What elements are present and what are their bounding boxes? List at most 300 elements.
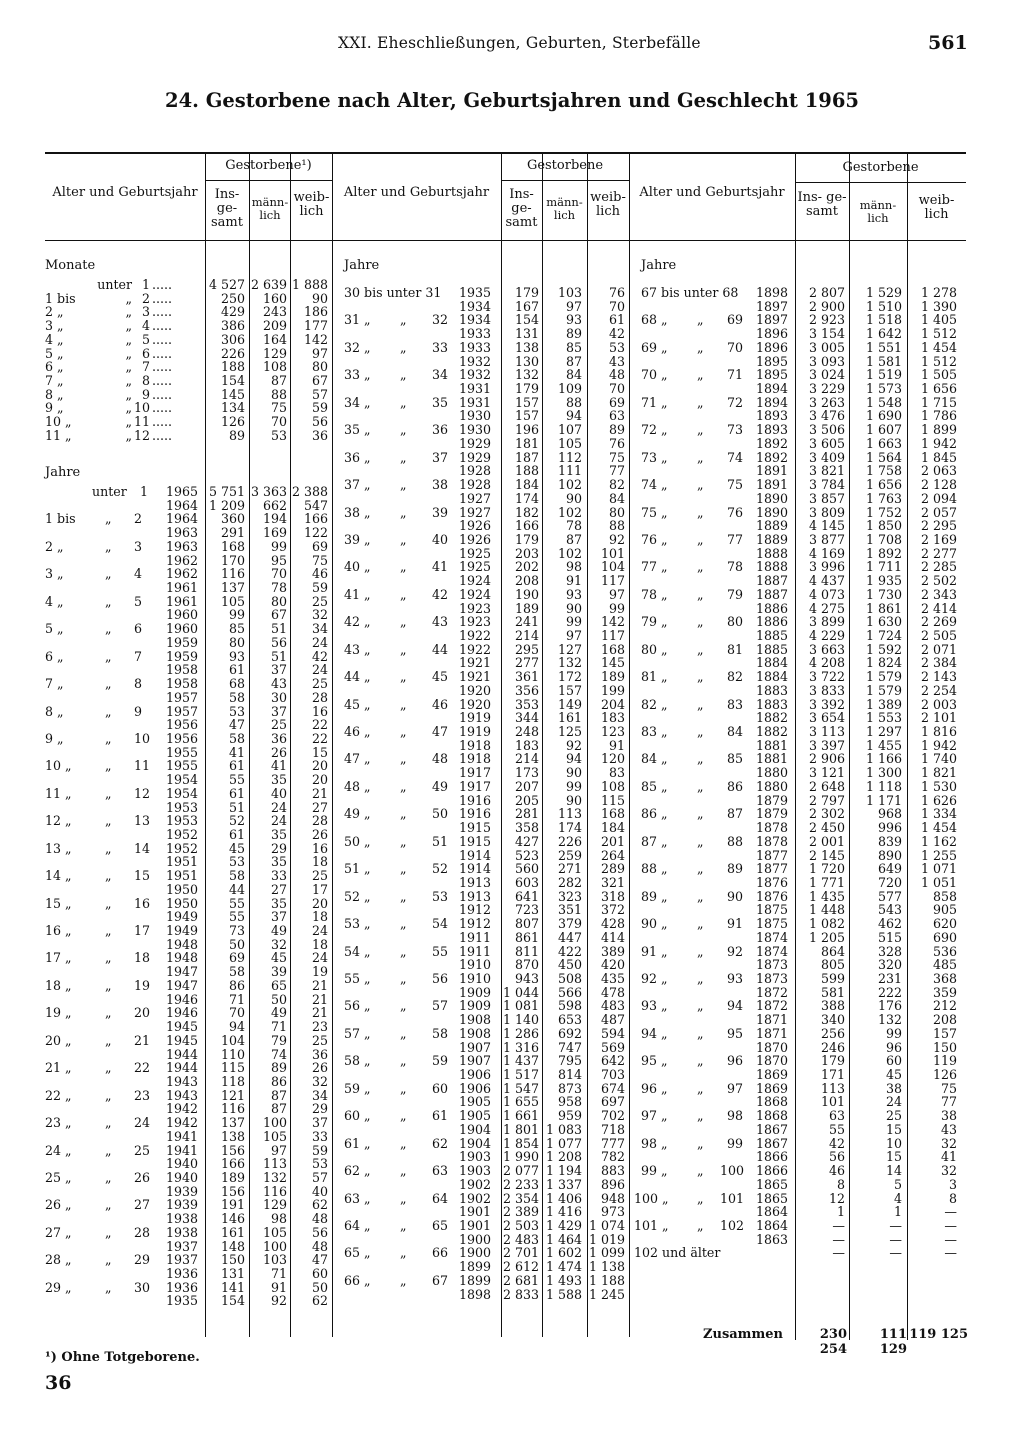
table-cell: 53 bbox=[432, 888, 449, 904]
table-cell: 134 bbox=[220, 400, 245, 416]
table-cell: 99 bbox=[885, 1025, 902, 1041]
table-cell: 60 bbox=[311, 1266, 328, 1282]
table-cell: 1895 bbox=[755, 367, 788, 383]
table-cell: 138 bbox=[514, 339, 539, 355]
table-cell: 69 bbox=[727, 312, 744, 328]
table-cell: 1 850 bbox=[865, 518, 902, 534]
table-cell: 61 bbox=[432, 1108, 449, 1124]
table-cell: 104 bbox=[220, 1032, 245, 1048]
table-cell: 145 bbox=[600, 655, 625, 671]
table-cell: 1904 bbox=[458, 1121, 491, 1137]
table-cell: 52 bbox=[228, 813, 245, 829]
table-cell: 101 bbox=[820, 1094, 845, 1110]
table-cell: „ bbox=[105, 1142, 112, 1158]
table-cell: 88 bbox=[608, 518, 625, 534]
table-cell: 2 001 bbox=[808, 833, 845, 849]
table-cell: 1935 bbox=[165, 1293, 198, 1309]
table-cell: 256 bbox=[820, 1025, 845, 1041]
table-cell: 97 bbox=[270, 1142, 287, 1158]
table-cell: 1873 bbox=[755, 971, 788, 986]
table-cell: 51 „ bbox=[344, 861, 371, 877]
table-title: 24. Gestorbene nach Alter, Geburtsjahren und Geschlecht 1965 bbox=[165, 89, 859, 112]
table-row bbox=[0, 684, 1024, 698]
table-cell: 1964 bbox=[165, 497, 198, 513]
table-cell: 80 bbox=[228, 634, 245, 650]
table-cell: 7 bbox=[141, 359, 150, 375]
table-cell: 321 bbox=[600, 874, 625, 890]
table-cell: 386 bbox=[220, 318, 245, 334]
table-cell: 1 592 bbox=[865, 641, 902, 657]
table-cell: 9 „ bbox=[45, 400, 64, 416]
table-cell: 179 bbox=[514, 531, 539, 547]
table-cell: 33 bbox=[432, 339, 449, 355]
table-cell: 21 bbox=[311, 1005, 328, 1021]
table-cell: 64 „ bbox=[344, 1217, 371, 1233]
table-cell: 41 „ bbox=[344, 586, 371, 602]
table-cell: 388 bbox=[820, 998, 845, 1014]
table-cell: 2 „ bbox=[45, 538, 64, 554]
table-cell: 55 „ bbox=[344, 971, 371, 986]
table-cell: „ bbox=[125, 304, 132, 320]
table-cell: 49 „ bbox=[344, 806, 371, 822]
table-cell: 176 bbox=[877, 998, 902, 1014]
table-cell: 1 730 bbox=[865, 586, 902, 602]
table-row bbox=[0, 835, 1024, 849]
table-cell: 1903 bbox=[458, 1149, 491, 1165]
table-cell: — bbox=[944, 1204, 957, 1220]
table-cell: „ bbox=[697, 971, 704, 986]
table-cell: 89 bbox=[270, 1060, 287, 1076]
table-cell: ..... bbox=[152, 345, 173, 361]
table-cell: 97 bbox=[727, 1080, 744, 1096]
table-cell: 67 bbox=[311, 373, 328, 389]
table-row bbox=[0, 409, 1024, 423]
table-cell: 71 bbox=[727, 367, 744, 383]
table-cell: 4 275 bbox=[808, 600, 845, 616]
table-cell: 121 bbox=[220, 1087, 245, 1103]
table-cell: 101 „ bbox=[634, 1217, 669, 1233]
table-cell: 68 bbox=[228, 676, 245, 692]
table-cell: 2 503 bbox=[502, 1217, 539, 1233]
table-cell: 77 „ bbox=[641, 559, 668, 575]
table-cell: 968 bbox=[877, 806, 902, 822]
table-cell: 13 „ bbox=[45, 840, 72, 856]
table-cell: 91 bbox=[608, 737, 625, 753]
table-cell: 58 „ bbox=[344, 1053, 371, 1069]
table-cell: 3 821 bbox=[808, 463, 845, 479]
table-cell: „ bbox=[400, 751, 407, 767]
table-cell: 361 bbox=[514, 669, 539, 685]
table-cell: 318 bbox=[600, 888, 625, 904]
table-cell: 948 bbox=[600, 1190, 625, 1206]
table-cell: 59 bbox=[311, 1142, 328, 1158]
column-header-weiblich: weib- lich bbox=[293, 190, 330, 219]
table-cell: 54 „ bbox=[344, 943, 371, 959]
table-cell: 83 bbox=[608, 765, 625, 781]
table-cell: 1 435 bbox=[808, 888, 845, 904]
table-cell: 1930 bbox=[458, 422, 491, 438]
table-cell: 201 bbox=[600, 833, 625, 849]
table-cell: 184 bbox=[514, 477, 539, 493]
table-cell: „ bbox=[697, 1217, 704, 1233]
table-cell: 63 bbox=[608, 408, 625, 424]
table-cell: 1905 bbox=[458, 1108, 491, 1124]
table-cell: 48 bbox=[311, 1211, 328, 1227]
table-cell: 78 bbox=[727, 559, 744, 575]
table-cell: 594 bbox=[600, 1025, 625, 1041]
table-cell: 71 bbox=[228, 991, 245, 1007]
table-cell: 3 722 bbox=[808, 669, 845, 685]
table-cell: 99 bbox=[608, 600, 625, 616]
column-header-weiblich: weib- lich bbox=[918, 193, 955, 222]
table-cell: 42 „ bbox=[344, 614, 371, 630]
table-row bbox=[0, 327, 1024, 341]
table-cell: 4 „ bbox=[45, 331, 64, 347]
table-cell: 1864 bbox=[755, 1204, 788, 1220]
table-cell: 22 bbox=[311, 730, 328, 746]
table-cell: 1928 bbox=[458, 477, 491, 493]
table-cell: 10 „ bbox=[45, 414, 72, 430]
table-row bbox=[0, 602, 1024, 616]
column-header-insgesamt: Ins- ge- samt bbox=[505, 187, 538, 230]
table-cell: „ bbox=[125, 290, 132, 306]
table-cell: 1896 bbox=[755, 339, 788, 355]
table-cell: 1930 bbox=[458, 408, 491, 424]
table-cell: 1 405 bbox=[920, 312, 957, 328]
table-cell: 169 bbox=[262, 525, 287, 541]
table-cell: 12 bbox=[828, 1190, 845, 1206]
table-cell: 1961 bbox=[165, 593, 198, 609]
table-cell: 662 bbox=[262, 497, 287, 513]
table-cell: 47 bbox=[228, 717, 245, 733]
table-cell: 1959 bbox=[165, 634, 198, 650]
table-cell: 1886 bbox=[755, 600, 788, 616]
table-cell: 1 845 bbox=[920, 449, 957, 465]
table-cell: „ bbox=[400, 1025, 407, 1041]
table-cell: „ bbox=[105, 1087, 112, 1103]
table-cell: 24 bbox=[311, 662, 328, 678]
table-cell: 63 „ bbox=[344, 1190, 371, 1206]
table-cell: 277 bbox=[514, 655, 539, 671]
table-cell: 100 bbox=[720, 1163, 745, 1179]
table-cell: 4 437 bbox=[808, 573, 845, 589]
table-row bbox=[0, 286, 1024, 300]
rule-line bbox=[501, 180, 629, 181]
table-cell: ..... bbox=[152, 304, 173, 320]
table-cell: 87 bbox=[727, 806, 744, 822]
table-cell: — bbox=[944, 1245, 957, 1261]
table-cell: 16 bbox=[311, 840, 328, 856]
table-cell: 1940 bbox=[165, 1156, 198, 1172]
table-cell: 56 „ bbox=[344, 998, 371, 1014]
table-cell: 25 bbox=[270, 717, 287, 733]
table-cell: 53 bbox=[228, 854, 245, 870]
table-cell: 1952 bbox=[165, 827, 198, 842]
table-cell: 1917 bbox=[458, 778, 491, 794]
table-cell: 68 „ bbox=[641, 312, 668, 328]
table-row bbox=[0, 986, 1024, 1000]
table-row bbox=[0, 1041, 1024, 1055]
table-cell: „ bbox=[697, 943, 704, 959]
table-cell: 79 bbox=[727, 586, 744, 602]
table-cell: 3 409 bbox=[808, 449, 845, 465]
table-cell: 435 bbox=[600, 971, 625, 986]
table-cell: 420 bbox=[600, 957, 625, 973]
table-cell: 4 169 bbox=[808, 545, 845, 561]
table-cell: 20 bbox=[311, 895, 328, 911]
table-cell: 1919 bbox=[458, 724, 491, 740]
table-cell: 123 bbox=[600, 724, 625, 740]
table-cell: 2 389 bbox=[502, 1204, 539, 1220]
rule-line bbox=[45, 240, 966, 241]
table-cell: 12 bbox=[133, 427, 150, 443]
table-cell: 80 bbox=[727, 614, 744, 630]
table-cell: 179 bbox=[820, 1053, 845, 1069]
table-cell: 46 bbox=[432, 696, 449, 712]
table-cell: 120 bbox=[600, 751, 625, 767]
table-cell: „ bbox=[697, 641, 704, 657]
table-cell: 167 bbox=[514, 298, 539, 314]
table-cell: 1 493 bbox=[545, 1272, 582, 1288]
table-cell: 33 „ bbox=[344, 367, 371, 383]
table-cell: 94 bbox=[727, 998, 744, 1014]
table-cell: 27 „ bbox=[45, 1224, 72, 1240]
table-cell: 1955 bbox=[165, 758, 198, 774]
table-cell: 12 „ bbox=[45, 813, 72, 829]
table-cell: 85 bbox=[565, 339, 582, 355]
table-cell: 1 899 bbox=[920, 422, 957, 438]
table-cell: 1 416 bbox=[545, 1204, 582, 1220]
table-cell: 45 „ bbox=[344, 696, 371, 712]
table-cell: 27 bbox=[311, 799, 328, 815]
table-cell: 55 bbox=[228, 895, 245, 911]
table-cell: 49 bbox=[270, 923, 287, 939]
table-cell: 1 bbox=[140, 484, 149, 499]
table-cell: 478 bbox=[600, 984, 625, 1000]
table-cell: 1913 bbox=[458, 874, 491, 890]
table-cell: 1 517 bbox=[502, 1067, 539, 1083]
table-cell: 194 bbox=[262, 511, 287, 527]
table-cell: 1894 bbox=[755, 381, 788, 397]
table-cell: 1 821 bbox=[920, 765, 957, 781]
table-cell: 50 bbox=[228, 936, 245, 952]
table-cell: 1953 bbox=[165, 813, 198, 829]
table-cell: 58 bbox=[228, 689, 245, 705]
table-cell: 372 bbox=[600, 902, 625, 918]
table-cell: 156 bbox=[220, 1183, 245, 1199]
table-cell: „ bbox=[105, 1005, 112, 1021]
table-cell: 429 bbox=[220, 304, 245, 320]
table-cell: 19 bbox=[311, 964, 328, 980]
table-cell: 2 797 bbox=[808, 792, 845, 808]
table-cell: 29 „ bbox=[45, 1279, 72, 1295]
table-cell: 32 bbox=[311, 607, 328, 623]
table-cell: 1917 bbox=[458, 765, 491, 781]
table-cell: 66 bbox=[432, 1245, 449, 1261]
table-cell: 3 263 bbox=[808, 394, 845, 410]
table-cell: 199 bbox=[600, 682, 625, 698]
table-cell: 142 bbox=[600, 614, 625, 630]
table-cell: 22 bbox=[134, 1060, 151, 1076]
table-cell: 1879 bbox=[755, 792, 788, 808]
table-cell: 3 476 bbox=[808, 408, 845, 424]
table-cell: 1964 bbox=[165, 511, 198, 527]
table-cell: 18 bbox=[134, 950, 151, 966]
table-cell: 536 bbox=[932, 943, 957, 959]
table-cell: 1899 bbox=[458, 1259, 491, 1275]
table-cell: 94 bbox=[565, 408, 582, 424]
table-cell: 264 bbox=[600, 847, 625, 863]
table-cell: 2 077 bbox=[502, 1163, 539, 1179]
table-cell: 116 bbox=[220, 1101, 245, 1117]
table-cell: 1933 bbox=[458, 326, 491, 342]
table-cell: 24 „ bbox=[45, 1142, 72, 1158]
table-cell: 1868 bbox=[755, 1094, 788, 1110]
table-cell: 74 bbox=[727, 449, 744, 465]
table-cell: 59 bbox=[311, 580, 328, 596]
table-cell: 1886 bbox=[755, 614, 788, 630]
table-cell: 523 bbox=[514, 847, 539, 863]
table-cell: 1912 bbox=[458, 902, 491, 918]
table-cell: 353 bbox=[514, 696, 539, 712]
table-cell: „ bbox=[105, 1115, 112, 1131]
table-row bbox=[0, 917, 1024, 931]
table-cell: 108 bbox=[262, 359, 287, 375]
table-cell: 9 bbox=[141, 386, 150, 402]
table-cell: 2 057 bbox=[920, 504, 957, 520]
table-cell: 2 639 bbox=[250, 277, 287, 292]
table-cell: 2 269 bbox=[920, 614, 957, 630]
table-cell: 34 bbox=[311, 621, 328, 637]
table-cell: „ bbox=[697, 888, 704, 904]
table-cell: „ bbox=[400, 1135, 407, 1151]
table-cell: 58 bbox=[228, 964, 245, 980]
table-cell: 1945 bbox=[165, 1032, 198, 1048]
table-cell: 3 bbox=[948, 1176, 957, 1192]
table-cell: 87 bbox=[565, 531, 582, 547]
table-cell: 1926 bbox=[458, 518, 491, 534]
table-cell: 577 bbox=[877, 888, 902, 904]
table-cell: 1943 bbox=[165, 1087, 198, 1103]
table-cell: 43 bbox=[432, 614, 449, 630]
table-cell: 113 bbox=[820, 1080, 845, 1096]
table-cell: 57 bbox=[311, 1170, 328, 1185]
table-cell: 78 bbox=[270, 580, 287, 596]
table-cell: „ bbox=[105, 511, 112, 527]
table-cell: 11 bbox=[133, 414, 150, 430]
table-cell: 1867 bbox=[755, 1135, 788, 1151]
table-cell: 271 bbox=[557, 861, 582, 877]
table-cell: 1 711 bbox=[865, 559, 902, 575]
table-cell: 80 bbox=[608, 504, 625, 520]
table-cell: 38 bbox=[940, 1108, 957, 1124]
table-cell: 41 bbox=[432, 559, 449, 575]
table-cell: 86 bbox=[727, 778, 744, 794]
table-cell: 5 „ bbox=[45, 621, 64, 637]
table-cell: 1878 bbox=[755, 833, 788, 849]
table-cell: 10 bbox=[133, 400, 150, 416]
table-cell: 109 bbox=[557, 381, 582, 397]
table-cell: 427 bbox=[514, 833, 539, 849]
table-cell: 515 bbox=[877, 929, 902, 945]
table-cell: 7 bbox=[134, 648, 143, 664]
table-cell: 1962 bbox=[165, 552, 198, 568]
table-cell: 119 bbox=[932, 1053, 957, 1069]
table-cell: 61 bbox=[228, 758, 245, 774]
table-cell: 70 bbox=[608, 381, 625, 397]
table-cell: 93 bbox=[727, 971, 744, 986]
table-cell: „ bbox=[400, 1163, 407, 1179]
table-cell: 1890 bbox=[755, 504, 788, 520]
table-cell: — bbox=[889, 1231, 902, 1247]
table-cell: 3 113 bbox=[808, 724, 845, 740]
table-cell: 92 „ bbox=[641, 971, 668, 986]
table-cell: 1 454 bbox=[920, 339, 957, 355]
table-cell: 196 bbox=[514, 422, 539, 438]
table-cell: 1934 bbox=[458, 298, 491, 314]
table-cell: 1 724 bbox=[865, 628, 902, 643]
table-cell: 1864 bbox=[755, 1217, 788, 1233]
table-cell: 1 771 bbox=[808, 874, 845, 890]
table-cell: 27 bbox=[134, 1197, 151, 1213]
table-cell: ..... bbox=[152, 400, 173, 416]
table-cell: 1957 bbox=[165, 703, 198, 719]
table-cell: 25 bbox=[885, 1108, 902, 1124]
table-cell: 1909 bbox=[458, 998, 491, 1014]
table-cell: „ bbox=[400, 422, 407, 438]
table-cell: 8 „ bbox=[45, 386, 64, 402]
table-cell: 3 024 bbox=[808, 367, 845, 383]
table-cell: 36 „ bbox=[344, 449, 371, 465]
table-cell: 1887 bbox=[755, 573, 788, 589]
table-cell: 777 bbox=[600, 1135, 625, 1151]
table-cell: „ bbox=[105, 950, 112, 966]
table-cell: 51 bbox=[228, 799, 245, 815]
table-cell: 179 bbox=[514, 381, 539, 397]
table-cell: 2 450 bbox=[808, 820, 845, 836]
table-cell: „ bbox=[697, 1025, 704, 1041]
table-cell: 102 bbox=[720, 1217, 745, 1233]
table-cell: 61 „ bbox=[344, 1135, 371, 1151]
table-cell: 36 bbox=[311, 427, 328, 443]
table-cell: 1929 bbox=[458, 449, 491, 465]
table-cell: 2 505 bbox=[920, 628, 957, 643]
table-cell: 1 255 bbox=[920, 847, 957, 863]
table-cell: 43 bbox=[270, 676, 287, 692]
table-row bbox=[0, 670, 1024, 684]
table-cell: 1913 bbox=[458, 888, 491, 904]
table-cell: 56 bbox=[311, 414, 328, 430]
table-cell: 1882 bbox=[755, 724, 788, 740]
table-cell: 8 bbox=[836, 1176, 845, 1192]
table-cell: 48 „ bbox=[344, 778, 371, 794]
table-cell: 1876 bbox=[755, 888, 788, 904]
table-cell: 17 bbox=[311, 881, 328, 897]
table-cell: „ bbox=[697, 586, 704, 602]
table-cell: 226 bbox=[557, 833, 582, 849]
signature-number: 36 bbox=[45, 1372, 72, 1394]
table-cell: 40 bbox=[432, 531, 449, 547]
column-header-alter: Alter und Geburtsjahr bbox=[343, 185, 490, 200]
table-cell: „ bbox=[105, 977, 112, 993]
table-cell: 2 483 bbox=[502, 1231, 539, 1247]
table-cell: 74 bbox=[270, 1046, 287, 1062]
table-cell: 40 „ bbox=[344, 559, 371, 575]
table-cell: 4 bbox=[141, 318, 150, 334]
table-cell: 160 bbox=[262, 290, 287, 306]
table-cell: 202 bbox=[514, 559, 539, 575]
table-cell: 3 bbox=[141, 304, 150, 320]
